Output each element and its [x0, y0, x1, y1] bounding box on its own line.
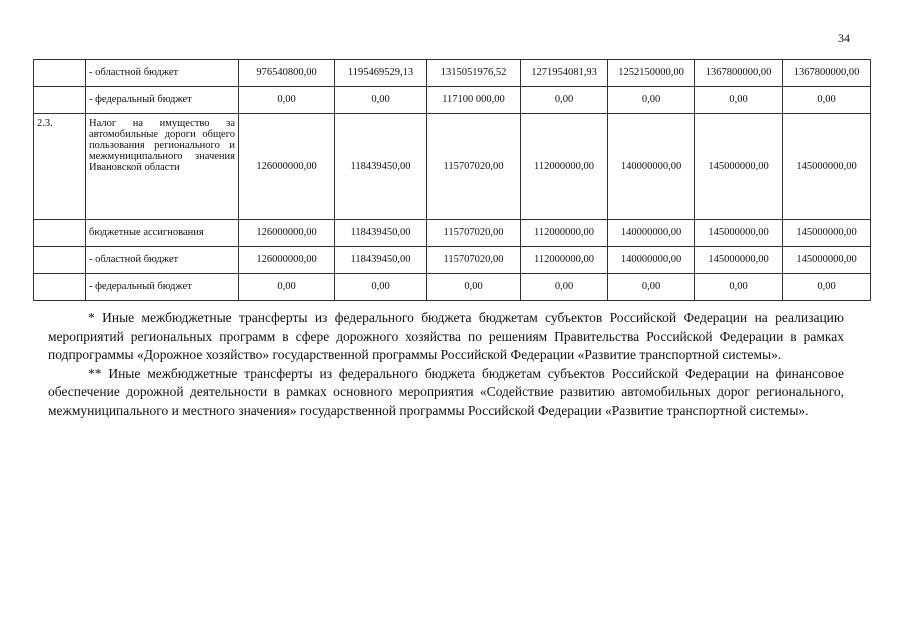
- row-name: Налог на имущество за автомобильные дороги общего пользования регионального и межмуниципального значения Ивановской области: [86, 114, 239, 220]
- row-name: - федеральный бюджет: [86, 274, 239, 301]
- value-cell: 115707020,00: [427, 220, 521, 247]
- value-cell: 0,00: [521, 274, 608, 301]
- footnotes: [48, 309, 844, 420]
- row-name: - областной бюджет: [86, 247, 239, 274]
- value-cell: 140000000,00: [608, 114, 695, 220]
- value-cell: 117100 000,00: [427, 87, 521, 114]
- row-index: 2.3.: [34, 114, 86, 220]
- value-cell: 126000000,00: [239, 220, 335, 247]
- row-index: [34, 220, 86, 247]
- value-cell: 145000000,00: [695, 220, 783, 247]
- value-cell: 145000000,00: [783, 220, 871, 247]
- value-cell: 145000000,00: [783, 247, 871, 274]
- table-row: [34, 114, 871, 220]
- value-cell: 112000000,00: [521, 114, 608, 220]
- row-name: - областной бюджет: [86, 60, 239, 87]
- value-cell: 145000000,00: [695, 247, 783, 274]
- row-name: бюджетные ассигнования: [86, 220, 239, 247]
- value-cell: 0,00: [695, 274, 783, 301]
- table-row: [34, 247, 871, 274]
- table-row: [34, 60, 871, 87]
- value-cell: 145000000,00: [695, 114, 783, 220]
- row-index: [34, 247, 86, 274]
- value-cell: 112000000,00: [521, 247, 608, 274]
- footnote-single-asterisk: * Иные межбюджетные трансферты из федерального бюджета бюджетам субъектов Российской Федерации на реализацию мероприятий региональных программ в сфере дорожного хозяйства по решениям Правительства Российской Федерации в рамках подпрограммы «Дорожное хозяйство» государственной программы Российской Федерации «Развитие транспортной системы».: [48, 310, 844, 362]
- row-index: [34, 274, 86, 301]
- value-cell: 1315051976,52: [427, 60, 521, 87]
- value-cell: 126000000,00: [239, 247, 335, 274]
- value-cell: 0,00: [335, 274, 427, 301]
- value-cell: 0,00: [608, 274, 695, 301]
- row-name: - федеральный бюджет: [86, 87, 239, 114]
- budget-table: [33, 59, 871, 301]
- value-cell: 0,00: [783, 274, 871, 301]
- value-cell: 115707020,00: [427, 114, 521, 220]
- value-cell: 145000000,00: [783, 114, 871, 220]
- value-cell: 118439450,00: [335, 220, 427, 247]
- table-row: [34, 87, 871, 114]
- page-number: 34: [838, 31, 850, 45]
- value-cell: 115707020,00: [427, 247, 521, 274]
- value-cell: 0,00: [695, 87, 783, 114]
- value-cell: 0,00: [427, 274, 521, 301]
- table-row: [34, 220, 871, 247]
- row-index: [34, 87, 86, 114]
- value-cell: 0,00: [608, 87, 695, 114]
- value-cell: 112000000,00: [521, 220, 608, 247]
- value-cell: 118439450,00: [335, 247, 427, 274]
- value-cell: 1195469529,13: [335, 60, 427, 87]
- value-cell: 0,00: [521, 87, 608, 114]
- value-cell: 0,00: [239, 274, 335, 301]
- value-cell: 126000000,00: [239, 114, 335, 220]
- value-cell: 0,00: [783, 87, 871, 114]
- table-row: [34, 274, 871, 301]
- value-cell: 1252150000,00: [608, 60, 695, 87]
- value-cell: 1271954081,93: [521, 60, 608, 87]
- value-cell: 140000000,00: [608, 220, 695, 247]
- value-cell: 1367800000,00: [783, 60, 871, 87]
- row-index: [34, 60, 86, 87]
- value-cell: 976540800,00: [239, 60, 335, 87]
- value-cell: 1367800000,00: [695, 60, 783, 87]
- footnote-double-asterisk: ** Иные межбюджетные трансферты из федерального бюджета бюджетам субъектов Российской Федерации на финансовое обеспечение дорожной деятельности в рамках основного мероприятия «Содействие развитию автомобильных дорог регионального, межмуниципального и местного значения» государственной программы Российской Федерации «Развитие транспортной системы».: [48, 365, 844, 418]
- value-cell: 118439450,00: [335, 114, 427, 220]
- value-cell: 140000000,00: [608, 247, 695, 274]
- value-cell: 0,00: [335, 87, 427, 114]
- value-cell: 0,00: [239, 87, 335, 114]
